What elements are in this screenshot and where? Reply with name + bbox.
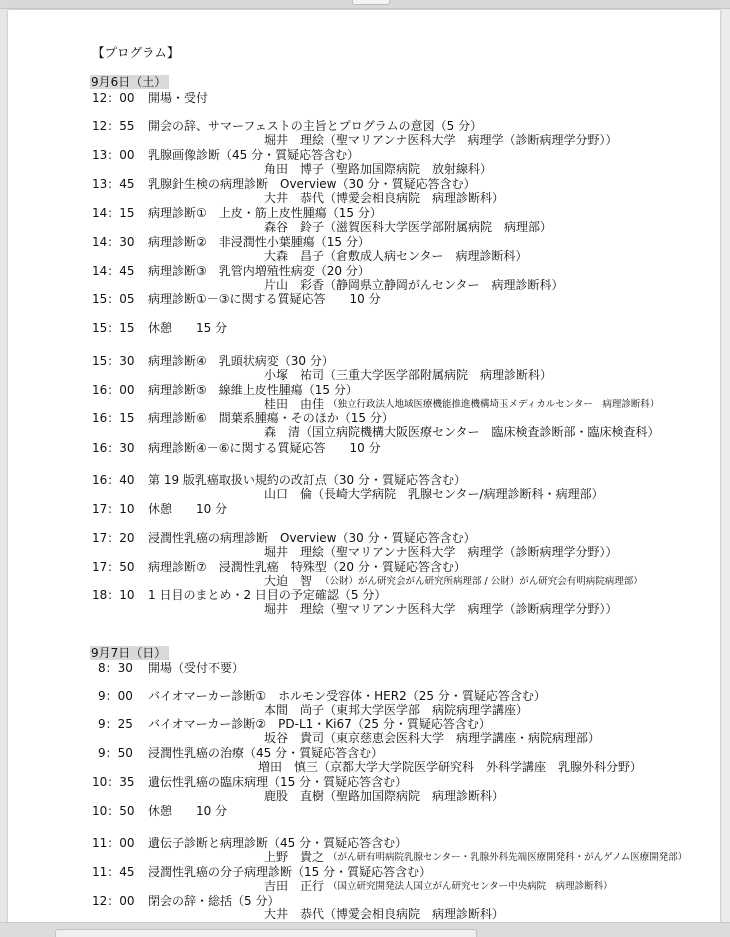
- day2-item-3-text: バイオマーカー診断② PD-L1・Ki67（25 分・質疑応答含む）: [148, 717, 491, 731]
- day1-item-12-text: 病理診断⑥ 間葉系腫瘍・そのほか（15 分）: [148, 411, 394, 425]
- top-page-tab[interactable]: [352, 0, 390, 5]
- day1-item-2-text: 開会の辞、サマーフェストの主旨とプログラムの意図（5 分）: [148, 119, 483, 133]
- day1-item-1-time: 12：00: [92, 91, 135, 105]
- day1-item-18-time: 18：10: [92, 588, 135, 602]
- day1-item-17-text: 病理診断⑦ 浸潤性乳癌 特殊型（20 分・質疑応答含む）: [148, 560, 466, 574]
- day1-item-16-speaker: 堀井 理絵（聖マリアンナ医科大学 病理学（診断病理学分野））: [264, 545, 618, 559]
- day2-item-9-text: 閉会の辞・総括（5 分）: [148, 894, 280, 908]
- day1-item-10-text: 病理診断④ 乳頭状病変（30 分）: [148, 354, 334, 368]
- day1-item-17-time: 17：50: [92, 560, 135, 574]
- day1-item-7-text: 病理診断③ 乳管内増殖性病変（20 分）: [148, 264, 370, 278]
- day1-item-14-time: 16：40: [92, 473, 135, 487]
- day2-item-8-speaker-name: 吉田 正行: [264, 879, 325, 893]
- day1-item-5-text: 病理診断① 上皮・筋上皮性腫瘍（15 分）: [148, 206, 382, 220]
- day2-item-7-speaker-affil: （がん研有明病院乳腺センター・乳腺外科先端医療開発科・がんゲノム医療開発部）: [328, 852, 688, 863]
- day1-item-2-time: 12：55: [92, 119, 135, 133]
- day2-item-5-speaker: 鹿股 直樹（聖路加国際病院 病理診断科）: [264, 789, 505, 803]
- vertical-scrollbar[interactable]: [722, 10, 730, 922]
- program-title: 【プログラム】: [92, 45, 180, 60]
- day1-item-9-text: 休憩 15 分: [148, 321, 228, 335]
- day2-item-8-speaker-affil: （国立研究開発法人国立がん研究センター中央病院 病理診断科）: [328, 881, 613, 892]
- day2-item-6-time: 10：50: [92, 804, 135, 818]
- day1-item-4-speaker: 大井 恭代（博愛会相良病院 病理診断科）: [264, 191, 505, 205]
- day2-item-6-text: 休憩 10 分: [148, 804, 228, 818]
- day2-item-2-speaker: 本間 尚子（東邦大学医学部 病院病理学講座）: [264, 703, 529, 717]
- day1-item-4-text: 乳腺針生検の病理診断 Overview（30 分・質疑応答含む）: [148, 177, 476, 191]
- day2-item-7-time: 11：00: [92, 836, 135, 850]
- day1-item-11-speaker-affil: （独立行政法人地域医療機能推進機構埼玉メディカルセンター 病理診断科）: [328, 399, 660, 410]
- day2-item-7-text: 遺伝子診断と病理診断（45 分・質疑応答含む）: [148, 836, 408, 850]
- day2-item-4-time: 9：50: [98, 746, 133, 760]
- day1-item-7-speaker: 片山 彩香（静岡県立静岡がんセンター 病理診断科）: [264, 278, 564, 292]
- day-1-date: 9月6日（土）: [90, 75, 169, 89]
- day2-item-1-time: 8：30: [98, 661, 133, 675]
- day2-item-3-speaker: 坂谷 貴司（東京慈恵会医科大学 病理学講座・病院病理部）: [264, 731, 601, 745]
- day2-item-8-time: 11：45: [92, 865, 135, 879]
- day2-item-2-text: バイオマーカー診断① ホルモン受容体・HER2（25 分・質疑応答含む）: [148, 689, 546, 703]
- day1-item-11-speaker-name: 桂田 由佳: [264, 397, 325, 411]
- day1-item-9-time: 15：15: [92, 321, 135, 335]
- day1-item-12-time: 16：15: [92, 411, 135, 425]
- day1-item-15-text: 休憩 10 分: [148, 502, 228, 516]
- day1-item-6-time: 14：30: [92, 235, 135, 249]
- day2-item-1-text: 開場（受付不要）: [148, 661, 245, 675]
- day1-item-6-text: 病理診断② 非浸潤性小葉腫瘍（15 分）: [148, 235, 370, 249]
- day2-item-5-text: 遺伝性乳癌の臨床病理（15 分・質疑応答含む）: [148, 775, 408, 789]
- day2-item-4-speaker: 増田 慎三（京都大学大学院医学研究科 外科学講座 乳腺外科分野）: [258, 760, 643, 774]
- day1-item-13-time: 16：30: [92, 441, 135, 455]
- day1-item-18-text: 1 日目のまとめ・2 日目の予定確認（5 分）: [148, 588, 387, 602]
- day1-item-1-text: 開場・受付: [148, 91, 209, 105]
- day1-item-11-text: 病理診断⑤ 線維上皮性腫瘍（15 分）: [148, 383, 358, 397]
- day1-item-14-speaker: 山口 倫（長崎大学病院 乳腺センター/病理診断科・病理部）: [264, 487, 604, 501]
- day1-item-13-text: 病理診断④－⑥に関する質疑応答 10 分: [148, 441, 381, 455]
- day2-item-8-text: 浸潤性乳癌の分子病理診断（15 分・質疑応答含む）: [148, 865, 432, 879]
- day1-item-16-text: 浸潤性乳癌の病理診断 Overview（30 分・質疑応答含む）: [148, 531, 476, 545]
- day1-item-2-speaker: 堀井 理絵（聖マリアンナ医科大学 病理学（診断病理学分野））: [264, 133, 618, 147]
- day1-item-10-speaker: 小塚 祐司（三重大学医学部附属病院 病理診断科）: [264, 368, 553, 382]
- day1-item-3-text: 乳腺画像診断（45 分・質疑応答含む）: [148, 148, 360, 162]
- day1-item-8-text: 病理診断①－③に関する質疑応答 10 分: [148, 292, 381, 306]
- day2-item-4-text: 浸潤性乳癌の治療（45 分・質疑応答含む）: [148, 746, 384, 760]
- day1-item-3-time: 13：00: [92, 148, 135, 162]
- day1-item-5-time: 14：15: [92, 206, 135, 220]
- day2-item-5-time: 10：35: [92, 775, 135, 789]
- day2-item-9-time: 12：00: [92, 894, 135, 908]
- day1-item-16-time: 17：20: [92, 531, 135, 545]
- day1-item-18-speaker: 堀井 理絵（聖マリアンナ医科大学 病理学（診断病理学分野））: [264, 602, 618, 616]
- day1-item-10-time: 15：30: [92, 354, 135, 368]
- day-2-date: 9月7日（日）: [90, 646, 169, 660]
- day2-item-7-speaker-name: 上野 貴之: [264, 850, 325, 864]
- day2-item-9-speaker: 大井 恭代（博愛会相良病院 病理診断科）: [264, 907, 505, 921]
- day1-item-7-time: 14：45: [92, 264, 135, 278]
- day1-item-4-time: 13：45: [92, 177, 135, 191]
- day1-item-8-time: 15：05: [92, 292, 135, 306]
- day1-item-15-time: 17：10: [92, 502, 135, 516]
- day2-item-2-time: 9：00: [98, 689, 133, 703]
- day1-item-17-speaker-affil: （公財）がん研究会がん研究所病理部 / 公財）がん研究会有明病院病理部）: [320, 576, 643, 587]
- day1-item-6-speaker: 大森 昌子（倉敷成人病センター 病理診断科）: [264, 249, 528, 263]
- day1-item-17-speaker-name: 大迫 智: [264, 574, 313, 588]
- document-page: [8, 10, 720, 922]
- day2-item-3-time: 9：25: [98, 717, 133, 731]
- day1-item-12-speaker: 森 清（国立病院機構大阪医療センター 臨床検査診断部・臨床検査科）: [264, 425, 660, 439]
- day1-item-3-speaker: 角田 博子（聖路加国際病院 放射線科）: [264, 162, 493, 176]
- day1-item-14-text: 第 19 版乳癌取扱い規約の改訂点（30 分・質疑応答含む）: [148, 473, 466, 487]
- day1-item-11-time: 16：00: [92, 383, 135, 397]
- day1-item-5-speaker: 森谷 鈴子（滋賀医科大学医学部附属病院 病理部）: [264, 220, 553, 234]
